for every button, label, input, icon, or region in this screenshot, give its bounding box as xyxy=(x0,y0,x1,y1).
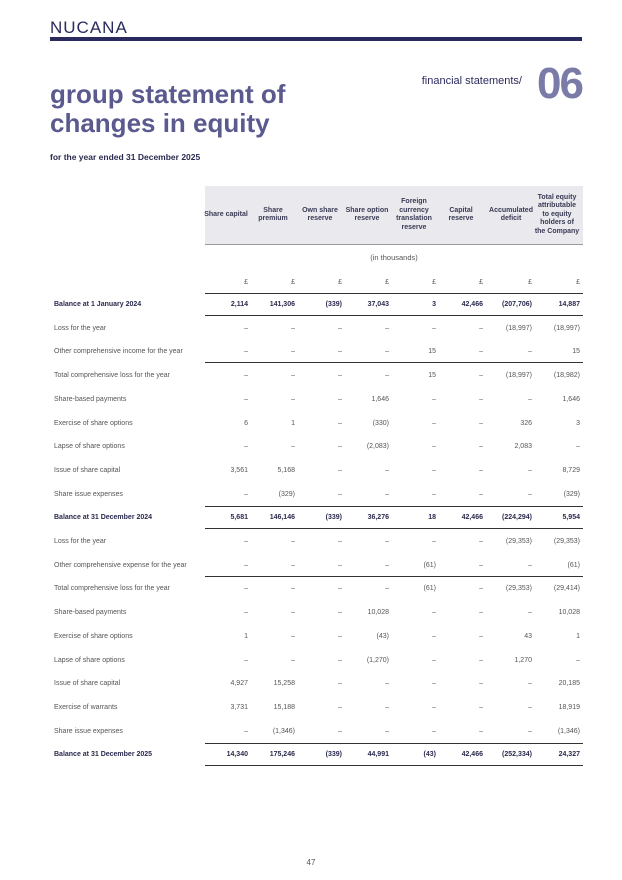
header-divider xyxy=(50,37,582,41)
table-cell: – xyxy=(338,609,342,617)
page-title: group statement of changes in equity xyxy=(50,79,286,138)
currency-symbol: £ xyxy=(291,279,295,286)
table-cell: – xyxy=(385,727,389,735)
table-cell: (29,414) xyxy=(553,585,580,593)
table-cell: (29,353) xyxy=(505,538,532,545)
table-cell: 6 xyxy=(244,419,248,427)
table-cell: 141,306 xyxy=(269,301,295,308)
row-rule xyxy=(205,362,583,363)
table-cell: – xyxy=(528,727,532,735)
column-header: Share option reserve xyxy=(345,206,389,222)
row-rule xyxy=(205,506,583,507)
table-row-label: Exercise of share options xyxy=(54,632,133,640)
currency-symbol: £ xyxy=(244,279,248,286)
table-cell: (18,997) xyxy=(505,372,532,380)
table-cell: – xyxy=(291,632,295,640)
row-rule xyxy=(205,765,583,766)
table-row-label: Balance at 31 December 2024 xyxy=(54,514,153,522)
column-header: Own share reserve xyxy=(302,206,338,222)
table-cell: (18,997) xyxy=(553,324,580,332)
table-cell: – xyxy=(291,656,295,664)
table-cell: – xyxy=(244,395,248,403)
table-cell: 18 xyxy=(428,514,436,522)
table-cell: – xyxy=(432,490,436,498)
table-cell: – xyxy=(479,348,483,356)
table-cell: (1,346) xyxy=(272,727,295,735)
table-cell: – xyxy=(338,680,342,688)
table-cell: (339) xyxy=(325,751,342,759)
table-row-label: Other comprehensive income for the year xyxy=(54,348,183,356)
table-cell: 1,646 xyxy=(562,395,580,403)
table-row-label: Share issue expenses xyxy=(54,490,123,498)
table-row-label: Exercise of share options xyxy=(54,419,133,427)
table-row-label: Issue of share capital xyxy=(54,680,121,688)
table-cell: – xyxy=(385,561,389,569)
table-cell: (252,334) xyxy=(502,751,532,759)
table-cell: 15,188 xyxy=(273,703,295,711)
table-cell: 1 xyxy=(576,632,580,640)
table-cell: (224,294) xyxy=(502,514,532,522)
table-row-label: Share issue expenses xyxy=(54,727,123,735)
table-cell: – xyxy=(432,419,436,427)
table-cell: 3 xyxy=(432,301,436,308)
table-cell: – xyxy=(244,443,248,451)
table-cell: – xyxy=(291,561,295,569)
table-cell: – xyxy=(338,632,342,640)
table-cell: – xyxy=(385,703,389,711)
table-row-label: Lapse of share options xyxy=(54,443,125,451)
table-cell: – xyxy=(291,585,295,593)
table-cell: 36,276 xyxy=(367,514,389,522)
table-cell: – xyxy=(338,727,342,735)
table-cell: – xyxy=(432,703,436,711)
table-cell: – xyxy=(576,656,580,664)
table-cell: – xyxy=(432,632,436,640)
table-cell: 1,270 xyxy=(514,656,532,664)
table-cell: (339) xyxy=(325,301,342,308)
table-row-label: Exercise of warrants xyxy=(54,703,118,711)
table-cell: 3 xyxy=(576,419,580,427)
table-cell: (61) xyxy=(423,585,436,593)
table-cell: 14,340 xyxy=(226,751,248,759)
table-cell: (18,982) xyxy=(553,372,580,380)
table-cell: (207,706) xyxy=(502,301,532,308)
table-cell: – xyxy=(479,727,483,735)
table-row-label: Other comprehensive expense for the year xyxy=(54,561,187,569)
table-cell: – xyxy=(338,443,342,451)
currency-symbol: £ xyxy=(576,279,580,286)
row-rule xyxy=(205,315,583,316)
table-cell: 15,258 xyxy=(273,680,295,688)
table-cell: 14,887 xyxy=(558,301,580,308)
table-cell: – xyxy=(385,585,389,593)
company-logo: NUCANA xyxy=(50,18,128,37)
table-cell: – xyxy=(385,372,389,380)
table-cell: – xyxy=(244,609,248,617)
table-cell: – xyxy=(385,490,389,498)
table-cell: 1 xyxy=(244,632,248,640)
column-header: Foreign currency translation reserve xyxy=(396,198,432,231)
table-cell: – xyxy=(479,680,483,688)
table-cell: – xyxy=(479,609,483,617)
table-cell: – xyxy=(385,466,389,474)
table-cell: – xyxy=(528,466,532,474)
table-cell: (61) xyxy=(423,561,436,569)
table-cell: 42,466 xyxy=(461,301,483,308)
table-cell: – xyxy=(291,538,295,545)
table-cell: 326 xyxy=(520,419,532,427)
table-cell: – xyxy=(385,348,389,356)
column-header: Total equity attributable to equity holders of the Company xyxy=(534,193,580,235)
table-cell: 5,168 xyxy=(277,466,295,474)
table-cell: – xyxy=(432,538,436,545)
table-cell: 18,919 xyxy=(558,703,580,711)
table-cell: – xyxy=(291,609,295,617)
table-cell: 20,185 xyxy=(558,680,580,688)
table-row-label: Share-based payments xyxy=(54,395,127,403)
table-cell: – xyxy=(432,324,436,332)
table-row-label: Total comprehensive loss for the year xyxy=(54,372,170,380)
table-cell: – xyxy=(338,466,342,474)
table-cell: – xyxy=(244,585,248,593)
table-cell: 4,927 xyxy=(230,680,248,688)
table-cell: 42,466 xyxy=(461,751,483,759)
table-cell: – xyxy=(244,727,248,735)
table-cell: – xyxy=(385,324,389,332)
currency-symbol: £ xyxy=(479,279,483,286)
row-rule xyxy=(205,528,583,529)
table-cell: – xyxy=(291,348,295,356)
table-cell: (43) xyxy=(423,751,436,759)
table-cell: 1,646 xyxy=(371,395,389,403)
table-cell: – xyxy=(291,395,295,403)
table-cell: 146,146 xyxy=(269,514,295,522)
table-cell: – xyxy=(432,680,436,688)
table-cell: – xyxy=(338,419,342,427)
table-cell: 3,731 xyxy=(230,703,248,711)
table-cell: – xyxy=(432,443,436,451)
table-row-label: Share-based payments xyxy=(54,609,127,617)
table-cell: – xyxy=(432,466,436,474)
table-cell: – xyxy=(528,490,532,498)
table-cell: – xyxy=(479,656,483,664)
table-cell: – xyxy=(338,395,342,403)
column-header: Share capital xyxy=(204,210,248,218)
row-rule xyxy=(205,293,583,294)
table-cell: 42,466 xyxy=(461,514,483,522)
section-label: financial statements/ xyxy=(421,75,522,87)
table-cell: – xyxy=(479,561,483,569)
table-cell: 37,043 xyxy=(367,301,389,308)
table-cell: (1,270) xyxy=(366,656,389,664)
table-cell: – xyxy=(338,585,342,593)
table-cell: (61) xyxy=(567,561,580,569)
table-cell: – xyxy=(291,443,295,451)
table-cell: (43) xyxy=(376,632,389,640)
table-cell: – xyxy=(528,680,532,688)
table-cell: (330) xyxy=(372,419,389,427)
table-cell: 1 xyxy=(291,419,295,427)
column-header: Share premium xyxy=(258,206,288,222)
table-cell: (329) xyxy=(563,490,580,498)
table-cell: 10,028 xyxy=(558,609,580,617)
table-cell: – xyxy=(528,348,532,356)
currency-symbol: £ xyxy=(432,279,436,286)
table-row-label: Total comprehensive loss for the year xyxy=(54,585,170,593)
table-cell: – xyxy=(385,680,389,688)
table-cell: – xyxy=(479,466,483,474)
table-cell: – xyxy=(432,727,436,735)
table-cell: 15 xyxy=(428,348,436,356)
table-cell: – xyxy=(528,703,532,711)
table-cell: – xyxy=(244,561,248,569)
table-cell: (2,083) xyxy=(366,443,389,451)
table-cell: – xyxy=(338,348,342,356)
table-cell: – xyxy=(338,538,342,545)
table-cell: – xyxy=(338,703,342,711)
table-cell: (1,346) xyxy=(557,727,580,735)
table-cell: (339) xyxy=(325,514,342,522)
table-cell: – xyxy=(479,490,483,498)
row-rule xyxy=(205,743,583,744)
table-cell: – xyxy=(291,372,295,380)
table-cell: – xyxy=(479,419,483,427)
table-cell: – xyxy=(432,395,436,403)
table-cell: – xyxy=(338,372,342,380)
header-rule xyxy=(205,244,583,245)
table-cell: – xyxy=(479,395,483,403)
table-cell: 2,114 xyxy=(230,301,248,308)
table-cell: 10,028 xyxy=(367,609,389,617)
currency-symbol: £ xyxy=(338,279,342,286)
table-cell: 8,729 xyxy=(562,466,580,474)
table-cell: – xyxy=(528,395,532,403)
table-cell: 5,954 xyxy=(562,514,580,522)
table-cell: 24,327 xyxy=(558,751,580,759)
table-cell: – xyxy=(244,490,248,498)
table-row-label: Issue of share capital xyxy=(54,466,121,474)
page-subtitle: for the year ended 31 December 2025 xyxy=(50,152,201,162)
table-cell: – xyxy=(338,490,342,498)
table-cell: – xyxy=(479,585,483,593)
table-cell: – xyxy=(576,443,580,451)
table-cell: – xyxy=(385,538,389,545)
table-cell: – xyxy=(479,324,483,332)
table-cell: (18,997) xyxy=(505,324,532,332)
row-rule xyxy=(205,576,583,577)
section-number: 06 xyxy=(537,59,582,108)
table-cell: – xyxy=(479,703,483,711)
table-cell: 175,246 xyxy=(269,751,295,759)
table-cell: (329) xyxy=(278,490,295,498)
column-header: Accumulated deficit xyxy=(489,206,533,222)
table-row-label: Balance at 31 December 2025 xyxy=(54,751,153,759)
table-cell: – xyxy=(528,561,532,569)
table-cell: 2,083 xyxy=(514,443,532,451)
table-cell: – xyxy=(338,324,342,332)
page-number: 47 xyxy=(306,858,316,867)
table-cell: 44,991 xyxy=(367,751,389,759)
table-row-label: Balance at 1 January 2024 xyxy=(54,301,142,308)
table-cell: 3,561 xyxy=(230,466,248,474)
currency-symbol: £ xyxy=(528,279,532,286)
table-cell: – xyxy=(244,372,248,380)
table-cell: – xyxy=(338,561,342,569)
table-cell: (29,353) xyxy=(553,538,580,545)
table-cell: (29,353) xyxy=(505,585,532,593)
table-cell: 5,681 xyxy=(230,514,248,522)
table-cell: 43 xyxy=(524,632,532,640)
table-cell: – xyxy=(528,609,532,617)
table-cell: – xyxy=(479,372,483,380)
currency-symbol: £ xyxy=(385,279,389,286)
table-cell: – xyxy=(244,656,248,664)
table-cell: – xyxy=(244,538,248,545)
table-cell: – xyxy=(432,609,436,617)
table-cell: 15 xyxy=(428,372,436,380)
table-row-label: Lapse of share options xyxy=(54,656,125,664)
table-cell: – xyxy=(479,443,483,451)
table-cell: – xyxy=(479,632,483,640)
table-cell: – xyxy=(291,324,295,332)
table-cell: – xyxy=(338,656,342,664)
table-cell: – xyxy=(432,656,436,664)
column-header: Capital reserve xyxy=(448,206,474,222)
table-cell: – xyxy=(479,538,483,545)
table-row-label: Loss for the year xyxy=(54,324,107,332)
unit-note: (in thousands) xyxy=(370,253,418,262)
table-row-label: Loss for the year xyxy=(54,538,107,545)
table-cell: – xyxy=(244,324,248,332)
table-cell: – xyxy=(244,348,248,356)
table-cell: 15 xyxy=(572,348,580,356)
